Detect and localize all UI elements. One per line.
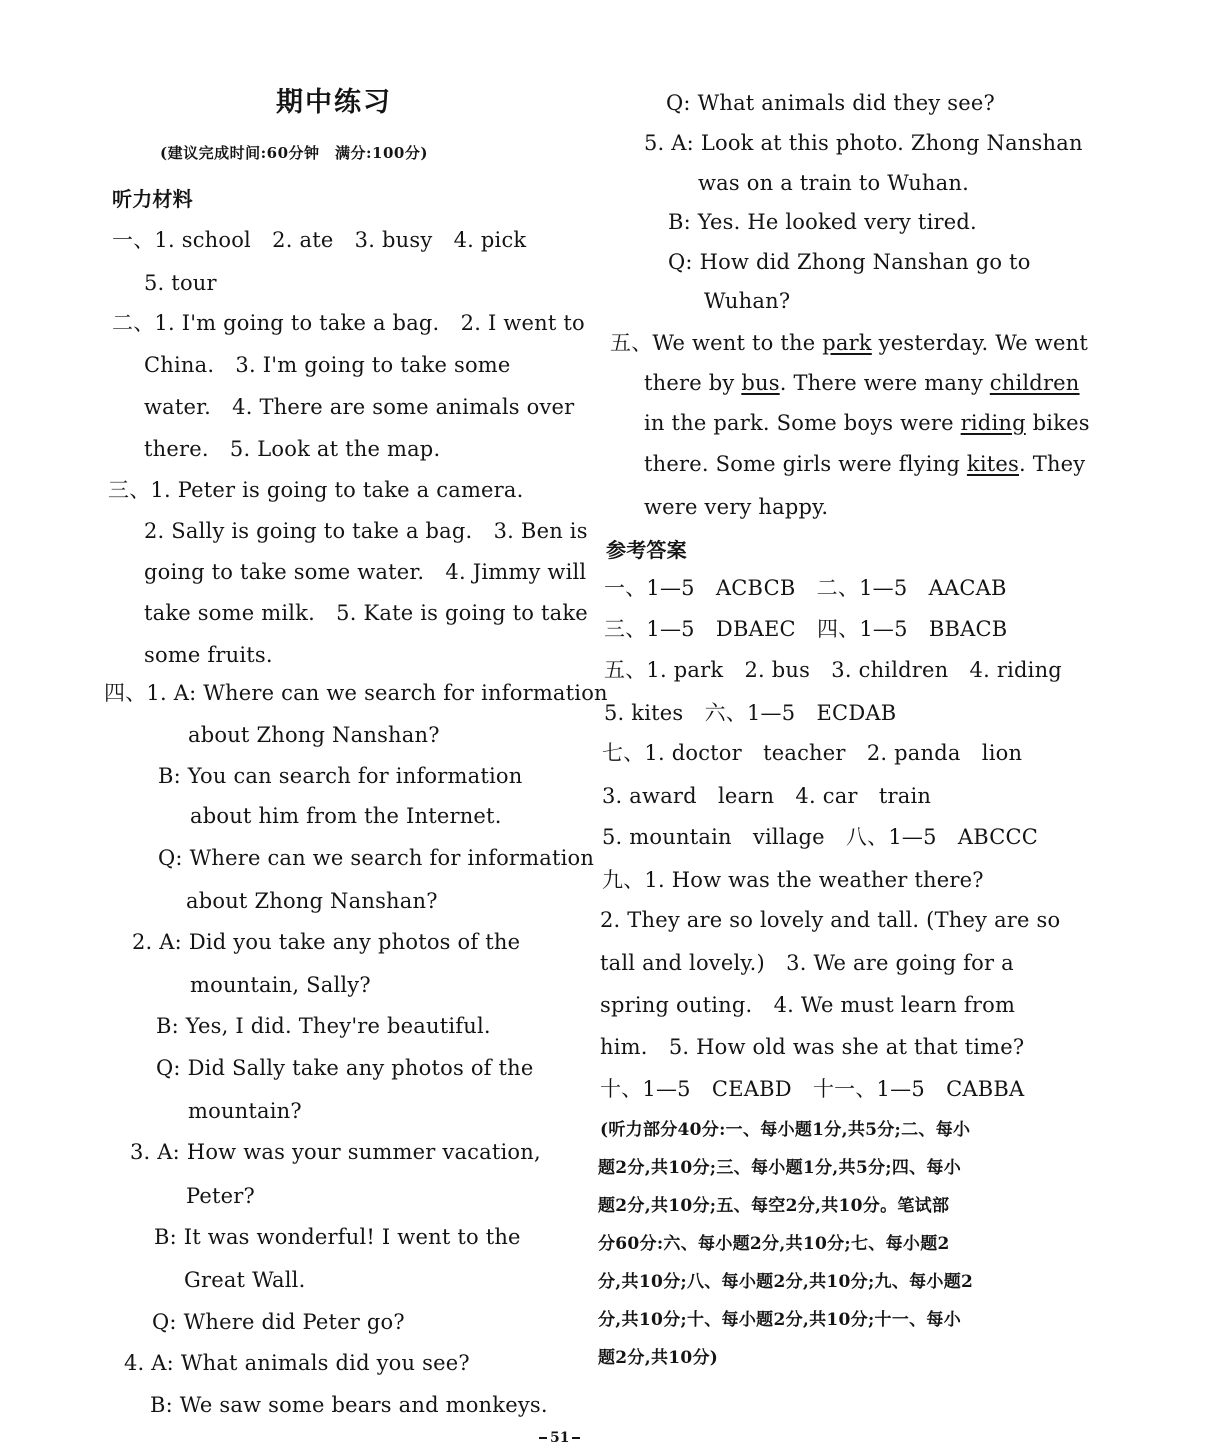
passage-text: there. Some girls were flying [644, 452, 967, 476]
passage-line [644, 370, 1080, 396]
passage-text: . They [1018, 452, 1086, 476]
answer-line: 3. award learn 4. car train [602, 784, 932, 808]
text-line: Peter? [186, 1184, 255, 1208]
passage-line [610, 330, 1088, 356]
text-line: B: You can search for information [158, 764, 523, 788]
answer-line: 2. They are so lovely and tall. (They are so [600, 908, 1061, 932]
page-subtitle: (建议完成时间:60分钟 满分:100分) [160, 144, 428, 162]
note-line: 分,共10分;十、每小题2分,共10分;十一、每小 [598, 1310, 962, 1330]
page-title: 期中练习 [276, 87, 392, 118]
passage-text: in the park. Some boys were [644, 411, 961, 435]
answer-line: 七、1. doctor teacher 2. panda lion [602, 741, 1023, 765]
passage-line: were very happy. [644, 495, 829, 519]
answer-line: him. 5. How old was she at that time? [600, 1035, 1025, 1059]
page-number: 51 [536, 1430, 583, 1446]
text-line: B: It was wonderful! I went to the [154, 1225, 521, 1249]
note-line: 题2分,共10分;五、每空2分,共10分。笔试部 [598, 1196, 950, 1216]
answer-word: children [989, 371, 1080, 395]
text-line: China. 3. I'm going to take some [144, 353, 511, 377]
note-line: 题2分,共10分;三、每小题1分,共5分;四、每小 [598, 1158, 962, 1178]
text-line: mountain, Sally? [190, 973, 371, 997]
answer-line: 九、1. How was the weather there? [602, 868, 984, 892]
answer-line: tall and lovely.) 3. We are going for a [600, 951, 1014, 975]
answer-line: spring outing. 4. We must learn from [600, 993, 1016, 1017]
text-line: 5. tour [144, 271, 217, 295]
passage-text: bikes [1025, 411, 1090, 435]
text-line: was on a train to Wuhan. [698, 171, 969, 195]
text-line: 3. A: How was your summer vacation, [130, 1140, 541, 1164]
text-line: going to take some water. 4. Jimmy will [144, 560, 587, 584]
answer-word: bus [741, 371, 780, 395]
text-line: B: Yes. He looked very tired. [668, 210, 977, 234]
answer-line: 十、1—5 CEABD 十一、1—5 CABBA [600, 1077, 1025, 1101]
text-line: about Zhong Nanshan? [188, 723, 440, 747]
text-line: about Zhong Nanshan? [186, 889, 438, 913]
text-line: 2. A: Did you take any photos of the [132, 930, 521, 954]
answer-word: riding [960, 411, 1026, 435]
answer-line: 三、1—5 DBAEC 四、1—5 BBACB [604, 617, 1008, 641]
text-line: B: We saw some bears and monkeys. [150, 1393, 548, 1417]
text-line: Q: Where did Peter go? [152, 1310, 405, 1334]
text-line: Wuhan? [704, 289, 791, 313]
text-line: 二、1. I'm going to take a bag. 2. I went to [112, 311, 585, 335]
passage-text: . There were many [779, 371, 990, 395]
answer-line: 5. mountain village 八、1—5 ABCCC [602, 825, 1039, 849]
text-line: Q: What animals did they see? [666, 91, 995, 115]
answer-line: 5. kites 六、1—5 ECDAB [604, 701, 897, 725]
text-line: 4. A: What animals did you see? [124, 1351, 470, 1375]
passage-text: 五、We went to the [610, 331, 823, 355]
passage-line [644, 410, 1090, 436]
text-line: 一、1. school 2. ate 3. busy 4. pick [112, 228, 527, 252]
answers-heading: 参考答案 [606, 538, 687, 562]
text-line: there. 5. Look at the map. [144, 437, 441, 461]
text-line: water. 4. There are some animals over [144, 395, 575, 419]
text-line: Q: Where can we search for information [158, 846, 595, 870]
text-line: 2. Sally is going to take a bag. 3. Ben is [144, 519, 588, 543]
answer-word: park [822, 331, 872, 355]
answer-line: 五、1. park 2. bus 3. children 4. riding [604, 658, 1062, 682]
text-line: about him from the Internet. [190, 804, 502, 828]
text-line: 三、1. Peter is going to take a camera. [108, 478, 524, 502]
text-line: 5. A: Look at this photo. Zhong Nanshan [644, 131, 1083, 155]
text-line: 四、1. A: Where can we search for information [104, 681, 608, 705]
text-line: B: Yes, I did. They're beautiful. [156, 1014, 491, 1038]
text-line: Q: Did Sally take any photos of the [156, 1056, 534, 1080]
note-line: 分,共10分;八、每小题2分,共10分;九、每小题2 [598, 1272, 974, 1292]
listening-heading: 听力材料 [112, 187, 193, 211]
answer-word: kites [966, 452, 1019, 476]
text-line: Great Wall. [184, 1268, 306, 1292]
note-line: 分60分:六、每小题2分,共10分;七、每小题2 [598, 1234, 950, 1254]
text-line: take some milk. 5. Kate is going to take [144, 601, 588, 625]
passage-text: yesterday. We went [871, 331, 1088, 355]
note-line: (听力部分40分:一、每小题1分,共5分;二、每小 [600, 1120, 971, 1140]
text-line: Q: How did Zhong Nanshan go to [668, 250, 1031, 274]
passage-text: there by [644, 371, 742, 395]
answer-line: 一、1—5 ACBCB 二、1—5 AACAB [604, 576, 1007, 600]
note-line: 题2分,共10分) [598, 1348, 719, 1368]
text-line: mountain? [188, 1099, 302, 1123]
text-line: some fruits. [144, 643, 273, 667]
passage-line [644, 451, 1085, 477]
